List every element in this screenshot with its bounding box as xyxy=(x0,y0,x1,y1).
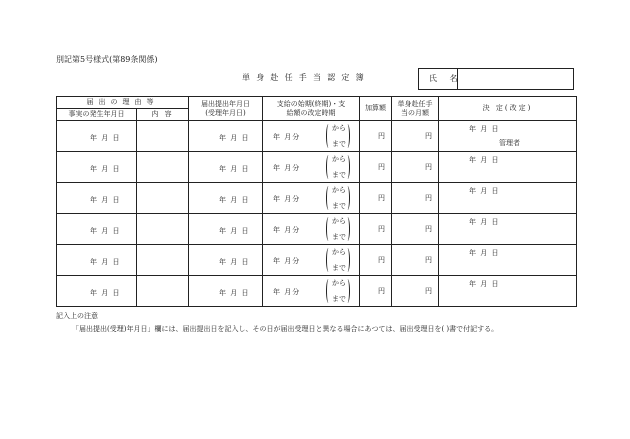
submission-date-text: 年 月 日 xyxy=(219,227,250,235)
header-payment-period xyxy=(263,97,360,121)
occurrence-date-cell[interactable] xyxy=(57,183,137,214)
submission-date-text: 年 月 日 xyxy=(219,196,250,204)
manager-label: 管理者 xyxy=(499,139,520,147)
table-row xyxy=(57,214,577,245)
decision-date-text: 年 月 日 xyxy=(469,249,500,257)
addition-amount-cell[interactable]: 円 xyxy=(360,276,392,307)
form-title: 単身赴任手当認定簿 xyxy=(242,73,370,82)
addition-amount-cell[interactable]: 円 xyxy=(360,183,392,214)
to-text: まで xyxy=(332,295,346,303)
content-cell[interactable] xyxy=(137,245,189,276)
header-period-line2: 給額の改定時期 xyxy=(286,108,336,117)
from-text: から xyxy=(332,217,346,225)
to-text: まで xyxy=(332,233,346,241)
period-month-text: 年 月分 xyxy=(273,195,301,203)
occurrence-date-cell[interactable] xyxy=(57,152,137,183)
notes-heading: 記入上の注意 xyxy=(56,312,98,320)
table-row xyxy=(57,245,577,276)
left-brace xyxy=(326,217,331,241)
right-brace xyxy=(345,186,350,210)
addition-amount-cell[interactable]: 円 xyxy=(360,121,392,152)
occurrence-date-text: 年 月 日 xyxy=(90,196,121,204)
period-month-text: 年 月分 xyxy=(273,288,301,296)
name-label: 氏 名 xyxy=(429,74,463,83)
name-divider xyxy=(457,69,458,89)
decision-cell[interactable] xyxy=(439,245,577,276)
to-text: まで xyxy=(332,202,346,210)
submission-date-text: 年 月 日 xyxy=(219,134,250,142)
content-cell[interactable] xyxy=(137,152,189,183)
period-month-text: 年 月分 xyxy=(273,257,301,265)
occurrence-date-cell[interactable] xyxy=(57,121,137,152)
payment-period-cell[interactable] xyxy=(263,276,360,307)
from-text: から xyxy=(332,248,346,256)
payment-period-cell[interactable] xyxy=(263,121,360,152)
to-text: まで xyxy=(332,171,346,179)
addition-amount-cell[interactable]: 円 xyxy=(360,214,392,245)
right-brace xyxy=(345,155,350,179)
from-text: から xyxy=(332,186,346,194)
header-submission-line2: (受理年月日) xyxy=(205,108,246,117)
monthly-amount-cell[interactable]: 円 xyxy=(392,183,439,214)
content-cell[interactable] xyxy=(137,214,189,245)
occurrence-date-text: 年 月 日 xyxy=(90,258,121,266)
header-period-line1: 支給の始期(終期)・支 xyxy=(276,100,346,109)
header-content: 内 容 xyxy=(137,109,189,121)
submission-date-cell[interactable] xyxy=(189,214,263,245)
left-brace xyxy=(326,279,331,303)
submission-date-cell[interactable] xyxy=(189,276,263,307)
header-row xyxy=(57,97,577,109)
right-brace xyxy=(345,124,350,148)
header-addition-amount: 加算額 xyxy=(360,97,392,121)
header-reason: 届出の理由等 xyxy=(57,97,189,109)
occurrence-date-text: 年 月 日 xyxy=(90,134,121,142)
table-row xyxy=(57,183,577,214)
header-monthly-line2: 当の月額 xyxy=(401,108,429,117)
occurrence-date-cell[interactable] xyxy=(57,276,137,307)
period-month-text: 年 月分 xyxy=(273,133,301,141)
decision-cell[interactable] xyxy=(439,214,577,245)
decision-date-text: 年 月 日 xyxy=(469,218,500,226)
submission-date-cell[interactable] xyxy=(189,152,263,183)
occurrence-date-cell[interactable] xyxy=(57,245,137,276)
decision-cell[interactable] xyxy=(439,121,577,152)
decision-cell[interactable] xyxy=(439,276,577,307)
header-submission-line1: 届出提出年月日 xyxy=(201,100,250,109)
payment-period-cell[interactable] xyxy=(263,152,360,183)
period-month-text: 年 月分 xyxy=(273,226,301,234)
decision-date-text: 年 月 日 xyxy=(469,125,500,133)
occurrence-date-text: 年 月 日 xyxy=(90,227,121,235)
content-cell[interactable] xyxy=(137,183,189,214)
submission-date-cell[interactable] xyxy=(189,121,263,152)
submission-date-text: 年 月 日 xyxy=(219,165,250,173)
table-row xyxy=(57,152,577,183)
to-text: まで xyxy=(332,264,346,272)
header-monthly-amount xyxy=(392,97,439,121)
left-brace xyxy=(326,124,331,148)
content-cell[interactable] xyxy=(137,121,189,152)
decision-cell[interactable] xyxy=(439,183,577,214)
submission-date-cell[interactable] xyxy=(189,245,263,276)
decision-date-text: 年 月 日 xyxy=(469,156,500,164)
monthly-amount-cell[interactable]: 円 xyxy=(392,276,439,307)
header-decision: 決 定(改定) xyxy=(439,97,577,121)
monthly-amount-cell[interactable]: 円 xyxy=(392,121,439,152)
from-text: から xyxy=(332,155,346,163)
right-brace xyxy=(345,248,350,272)
payment-period-cell[interactable] xyxy=(263,183,360,214)
left-brace xyxy=(326,186,331,210)
decision-date-text: 年 月 日 xyxy=(469,187,500,195)
header-submission-date xyxy=(189,97,263,121)
from-text: から xyxy=(332,124,346,132)
left-brace xyxy=(326,155,331,179)
to-text: まで xyxy=(332,140,346,148)
payment-period-cell[interactable] xyxy=(263,245,360,276)
table-row xyxy=(57,121,577,152)
certification-table xyxy=(56,96,577,307)
payment-period-cell[interactable] xyxy=(263,214,360,245)
from-text: から xyxy=(332,279,346,287)
right-brace xyxy=(345,217,350,241)
header-monthly-line1: 単身赴任手 xyxy=(397,100,433,109)
monthly-amount-cell[interactable]: 円 xyxy=(392,214,439,245)
header-occurrence-date: 事実の発生年月日 xyxy=(57,109,137,121)
occurrence-date-cell[interactable] xyxy=(57,214,137,245)
right-brace xyxy=(345,279,350,303)
addition-amount-cell[interactable]: 円 xyxy=(360,245,392,276)
period-month-text: 年 月分 xyxy=(273,164,301,172)
name-field[interactable] xyxy=(418,68,574,90)
content-cell[interactable] xyxy=(137,276,189,307)
table-row xyxy=(57,276,577,307)
addition-amount-cell[interactable]: 円 xyxy=(360,152,392,183)
form-id: 別記第5号様式(第89条関係) xyxy=(56,55,158,64)
monthly-amount-cell[interactable]: 円 xyxy=(392,245,439,276)
occurrence-date-text: 年 月 日 xyxy=(90,165,121,173)
occurrence-date-text: 年 月 日 xyxy=(90,289,121,297)
submission-date-text: 年 月 日 xyxy=(219,289,250,297)
decision-cell[interactable] xyxy=(439,152,577,183)
submission-date-cell[interactable] xyxy=(189,183,263,214)
notes-body: 「届出提出(受理)年月日」欄には、届出提出日を記入し、その日が届出受理日と異なる場合にあつては、届出受理日を( )書で付記する。 xyxy=(72,325,499,333)
monthly-amount-cell[interactable]: 円 xyxy=(392,152,439,183)
decision-date-text: 年 月 日 xyxy=(469,280,500,288)
submission-date-text: 年 月 日 xyxy=(219,258,250,266)
left-brace xyxy=(326,248,331,272)
